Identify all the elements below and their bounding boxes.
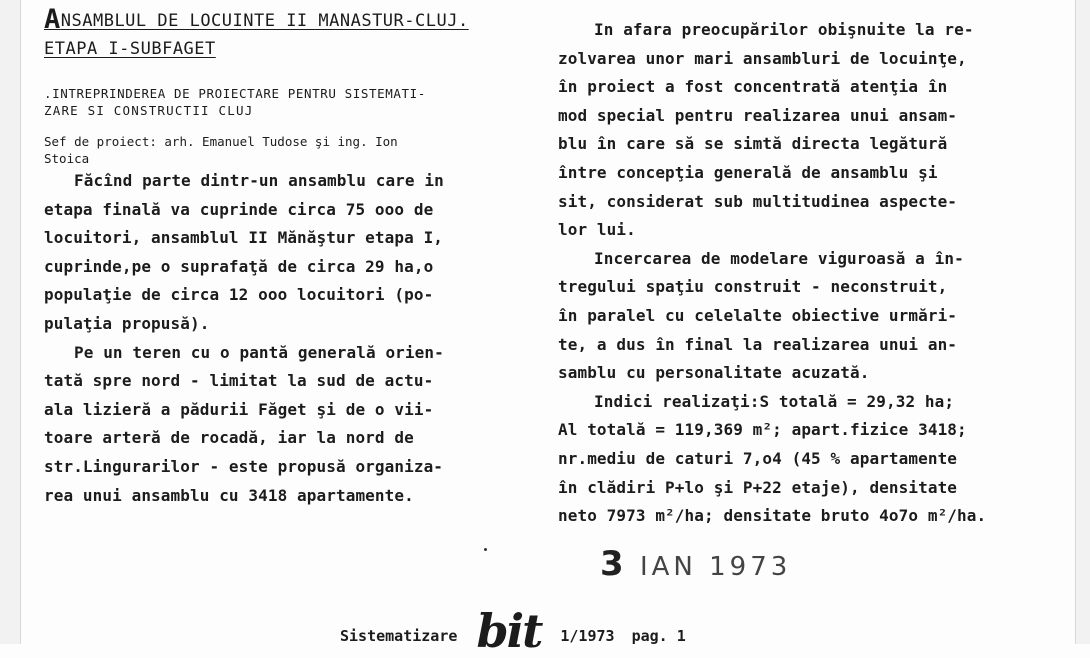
- footer-page: pag. 1: [631, 627, 686, 645]
- bit-logo: bit: [476, 604, 542, 658]
- text-line: tată spre nord - limitat la sud de actu-: [44, 371, 434, 391]
- text-line: str.Lingurarilor - este propusă organiza-: [44, 456, 444, 476]
- text-line: sit, considerat sub multitudinea aspecte-: [558, 191, 958, 211]
- text-line: lor lui.: [558, 220, 636, 240]
- text-line: între concepţia generală de ansamblu şi: [558, 162, 938, 182]
- text-line: populaţie de circa 12 ooo locuitori (po-: [44, 285, 434, 305]
- title-initial: A: [44, 4, 61, 35]
- text-line: cuprinde,pe o suprafaţă de circa 29 ha,o: [44, 256, 434, 276]
- chief-line: Sef de proiect: arh. Emanuel Tudose şi ing. Ion: [44, 134, 398, 149]
- left-paragraph-2: [44, 339, 534, 511]
- title-rest: NSAMBLUL DE LOCUINTE II MANASTUR-CLUJ.: [60, 11, 469, 31]
- chief-line: Stoica: [44, 151, 90, 166]
- right-paragraph-2: [558, 245, 1068, 388]
- text-line: Pe un teren cu o pantă generală orien-: [74, 342, 444, 362]
- text-line: pulaţia propusă).: [44, 313, 210, 333]
- right-paragraph-1: [558, 16, 1068, 245]
- stamp-day: 3: [600, 544, 628, 584]
- footer-section: Sistematizare: [340, 627, 458, 645]
- text-line: samblu cu personalitate acuzată.: [558, 363, 870, 383]
- left-body: [44, 167, 534, 510]
- document-title: [44, 4, 534, 61]
- text-line: rea unui ansamblu cu 3418 apartamente.: [44, 485, 414, 505]
- text-line: te, a dus în final la realizarea unui an-: [558, 334, 958, 354]
- left-column: [44, 4, 534, 510]
- title-line-1: [44, 4, 534, 35]
- text-line: mod special pentru realizarea unui ansam-: [558, 105, 958, 125]
- right-paragraph-3: [558, 388, 1068, 531]
- text-line: ala lizieră a pădurii Făget şi de o vii-: [44, 399, 434, 419]
- text-line: în proiect a fost concentrată atenţia în: [558, 77, 948, 97]
- text-line: blu în care să se simtă directa legătură: [558, 134, 948, 154]
- text-line: în paralel cu celelalte obiective urmări-: [558, 305, 958, 325]
- text-line: Făcînd parte dintr-un ansamblu care in: [74, 171, 444, 190]
- organization: [44, 85, 534, 119]
- stamp-month-year: IAN 1973: [639, 552, 792, 582]
- date-stamp: [600, 544, 791, 584]
- text-line: neto 7973 m²/ha; densitate bruto 4o7o m²/ha.: [558, 506, 987, 526]
- text-line: tregului spaţiu construit - neconstruit,: [558, 277, 948, 297]
- left-paragraph-1: [44, 167, 534, 339]
- text-line: toare arteră de rocadă, iar la nord de: [44, 428, 414, 448]
- text-line: Al totală = 119,369 m²; apart.fizice 3418;: [558, 420, 967, 440]
- title-subtitle: ETAPA I-SUBFAGET: [44, 39, 216, 59]
- right-column: [558, 16, 1068, 531]
- text-line: locuitori, ansamblul II Mănăştur etapa I,: [44, 228, 444, 248]
- text-line: zolvarea unor mari ansambluri de locuinţe,: [558, 48, 967, 68]
- text-line: Incercarea de modelare viguroasă a în-: [594, 248, 964, 268]
- org-line: ZARE SI CONSTRUCTII CLUJ: [44, 103, 254, 118]
- scan-frame-left: [0, 0, 21, 644]
- text-line: în clădiri P+lo şi P+22 etaje), densitate: [558, 477, 958, 497]
- text-line: nr.mediu de caturi 7,o4 (45 % apartamente: [558, 448, 958, 468]
- title-line-2: [44, 37, 534, 61]
- project-chief: [44, 133, 534, 167]
- text-line: In afara preocupărilor obişnuite la re-: [594, 20, 974, 39]
- footer-issue: 1/1973: [560, 627, 615, 645]
- page-footer: [340, 604, 686, 658]
- text-line: Indici realizaţi:S totală = 29,32 ha;: [594, 391, 955, 411]
- scan-speck: [484, 548, 487, 551]
- text-line: etapa finală va cuprinde circa 75 ooo de: [44, 199, 434, 219]
- org-line: .INTREPRINDEREA DE PROIECTARE PENTRU SISTEMATI-: [44, 86, 426, 101]
- scan-frame-right: [1075, 0, 1090, 644]
